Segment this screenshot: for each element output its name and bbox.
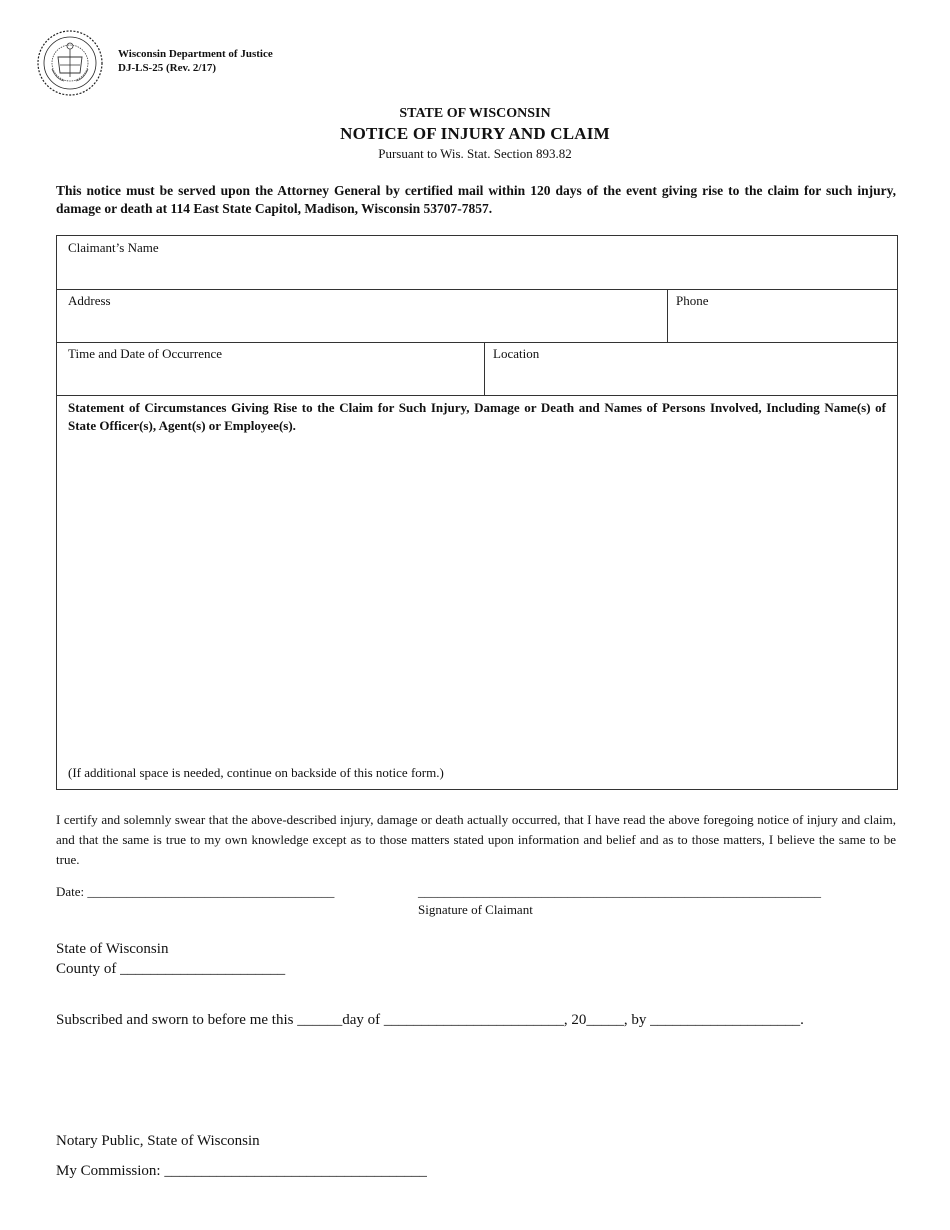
date-line[interactable]: Date: ______________________________________ (56, 884, 335, 899)
time-date-field[interactable] (57, 342, 485, 395)
page-title: NOTICE OF INJURY AND CLAIM (340, 124, 610, 143)
sworn-statement-line[interactable]: Subscribed and sworn to before me this ______day of ________________________, 20_____, by ____________________. (56, 1012, 804, 1028)
claimant-name-field[interactable] (57, 236, 897, 289)
certification-text: I certify and solemnly swear that the above-described injury, damage or death actually occurred, that I have read the above foregoing notice of injury and claim, and that the same is true to my own knowledge except as to those matters stated upon information and belief and as to those matters, I believe the same to be true. (56, 812, 896, 867)
form-id: DJ-LS-25 (Rev. 2/17) (118, 62, 217, 74)
notary-public-label: Notary Public, State of Wisconsin (56, 1133, 260, 1149)
claimant-name-label: Claimant’s Name (68, 240, 159, 255)
state-title: STATE OF WISCONSIN (399, 106, 551, 121)
agency-name: Wisconsin Department of Justice (118, 48, 273, 60)
state-seal-icon (36, 29, 104, 97)
signature-line[interactable]: ______________________________________________________________ (418, 884, 821, 899)
notary-state: State of Wisconsin (56, 941, 169, 957)
statement-label: Statement of Circumstances Giving Rise to the Claim for Such Injury, Damage or Death and Names of Persons Involved, Including Name(s) of State Officer(s), Agent(s) or Employee(s). (68, 400, 886, 433)
phone-field[interactable] (668, 289, 897, 342)
location-label: Location (493, 346, 540, 361)
claim-form-table (56, 235, 898, 790)
statement-field[interactable] (57, 395, 897, 789)
agency-header (118, 47, 273, 75)
commission-line[interactable]: My Commission: ___________________________________ (56, 1163, 427, 1179)
phone-label: Phone (676, 293, 709, 308)
service-notice: This notice must be served upon the Attorney General by certified mail within 120 days of the event giving rise to the claim for such injury, damage or death at 114 East State Capitol, Madison, Wisconsin 53707-7857. (56, 183, 896, 216)
additional-space-note: (If additional space is needed, continue on backside of this notice form.) (68, 765, 444, 780)
signature-label: Signature of Claimant (418, 902, 533, 917)
time-date-label: Time and Date of Occurrence (68, 346, 223, 361)
statute-subtitle: Pursuant to Wis. Stat. Section 893.82 (378, 146, 572, 161)
notary-county-line[interactable]: County of ______________________ (56, 961, 286, 977)
address-label: Address (68, 293, 111, 308)
address-field[interactable] (57, 289, 668, 342)
location-field[interactable] (485, 342, 897, 395)
